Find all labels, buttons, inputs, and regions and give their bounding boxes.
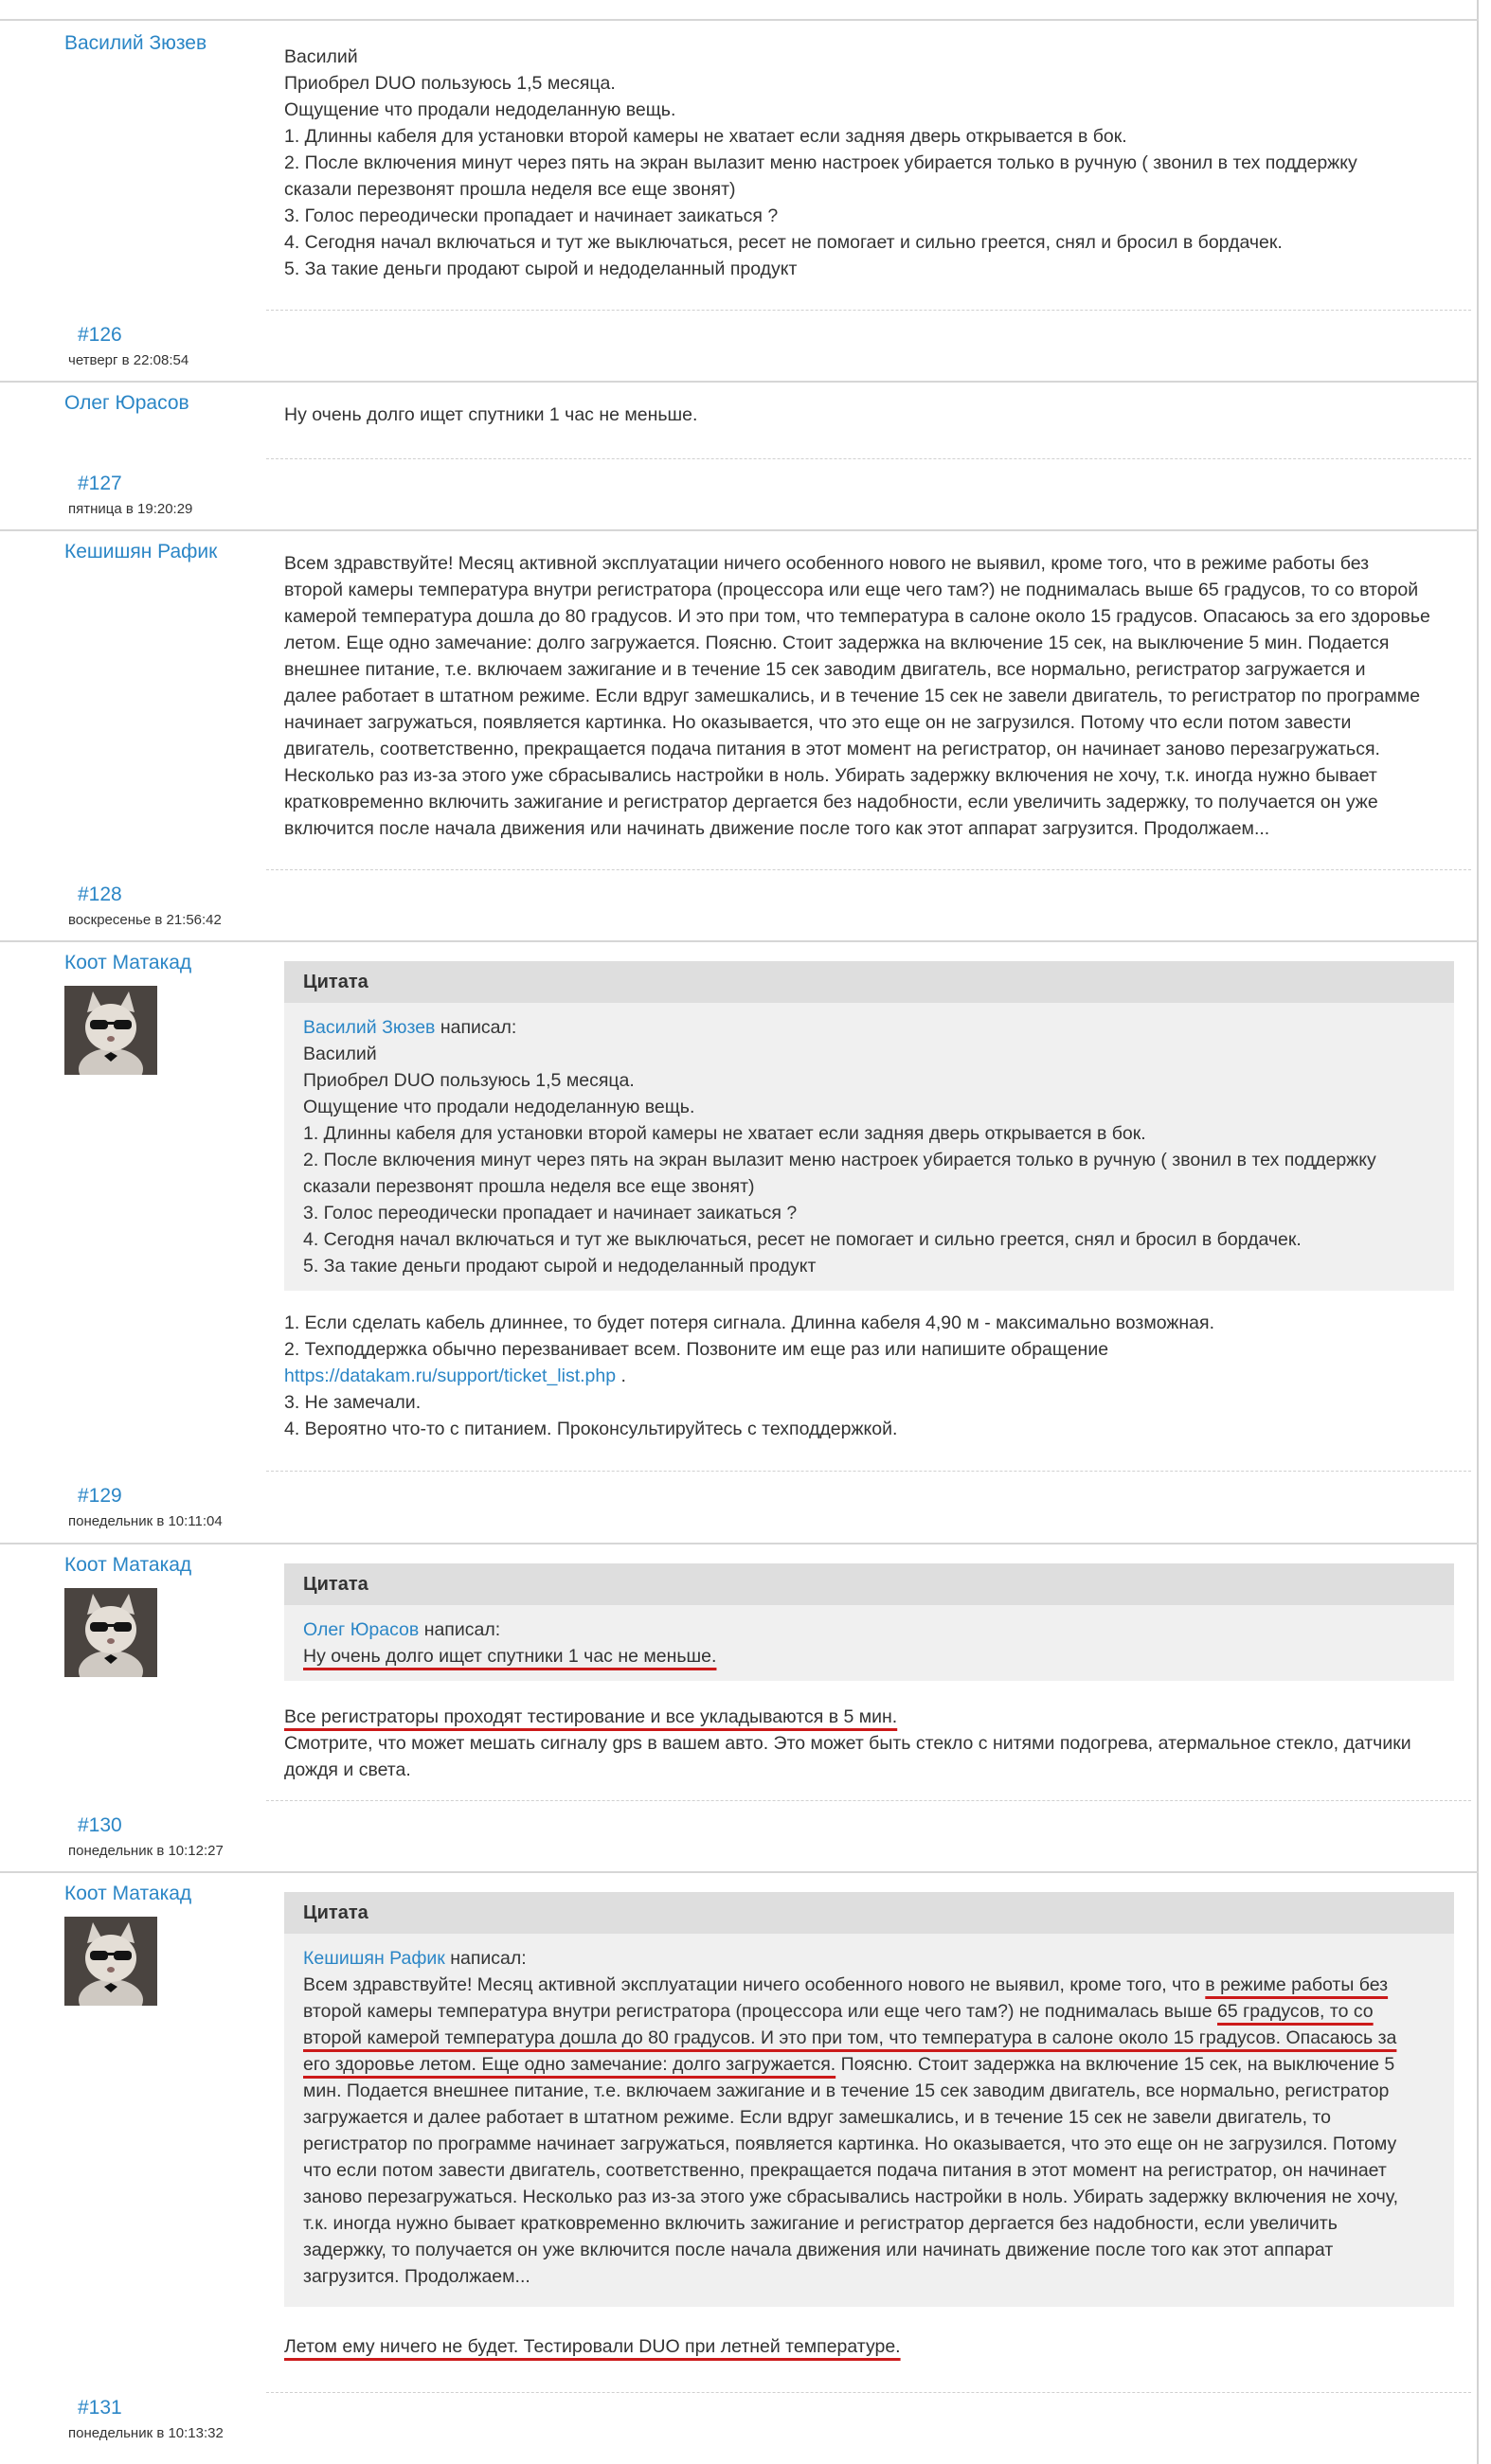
post-line: Несколько раз из-за этого уже сбрасывались настройки в ноль. Убирать задержку включения не хочу, т.к. иногда нужно бывает — [284, 765, 1377, 786]
post-130 — [0, 1543, 1479, 1871]
post-date: понедельник в 10:13:32 — [68, 2425, 224, 2441]
post-divider — [266, 310, 1471, 311]
quote-text-underlined: 65 градусов, то со — [1217, 2001, 1374, 2022]
quote-line — [303, 2051, 1435, 2078]
post-line: 4. Сегодня начал включаться и тут же выключаться, ресет не помогает и сильно греется, снял и бросил в бордачек. — [284, 232, 1283, 253]
post-line: включится после начала движения или начинать движение после того как этот аппарат загрузится. Продолжаем... — [284, 818, 1270, 839]
quote-line: сказали перезвонят прошла неделя все еще звонят) — [303, 1176, 755, 1197]
quote-line — [303, 1998, 1435, 2025]
quote-author-link[interactable]: Кешишян Рафик — [303, 1948, 445, 1969]
quote-wrote: написал: — [423, 1619, 501, 1640]
quote-line: 2. После включения минут через пять на экран вылазит меню настроек убирается только в ручную ( звонил в тех поддержку — [303, 1150, 1376, 1170]
post-author[interactable]: Коот Матакад — [64, 1554, 192, 1576]
quote-line: 4. Сегодня начал включаться и тут же выключаться, ресет не помогает и сильно греется, снял и бросил в бордачек. — [303, 1229, 1302, 1250]
post-line: начинает загружаться, появляется картинка. Но оказывается, что это еще он не загрузился. Потому что если потом завести — [284, 712, 1352, 733]
post-line: камерой температура дошла до 80 градусов. И это при том, что температура в салоне около 15 градусов. Опасаюсь за его здоровье — [284, 606, 1430, 627]
reply-line: Смотрите, что может мешать сигналу gps в вашем авто. Это может быть стекло с нитями подогрева, атермальное стекло, датчики — [284, 1733, 1411, 1754]
post-129 — [0, 940, 1479, 1543]
post-body — [284, 1892, 1454, 2360]
reply-line: дождя и света. — [284, 1759, 411, 1780]
post-body — [284, 961, 1454, 1442]
post-line: Всем здравствуйте! Месяц активной эксплуатации ничего особенного нового не выявил, кроме того, что в режиме работы без — [284, 553, 1370, 574]
quote-line: 1. Длинны кабеля для установки второй камеры не хватает если задняя дверь открывается в бок. — [303, 1123, 1146, 1144]
quote-line: регистратор по программе начинает загружаться, появляется картинка. Но оказывается, что это еще он не загрузился. Потому — [303, 2134, 1397, 2154]
quote-line: что если потом завести двигатель, соответственно, прекращается подача питания в этот момент на регистратор, он начинает — [303, 2160, 1387, 2181]
quote-block — [284, 1563, 1454, 1681]
post-date: четверг в 22:08:54 — [68, 352, 189, 368]
reply-line: 3. Не замечали. — [284, 1392, 422, 1413]
reply-line-link — [284, 1363, 1454, 1389]
post-126 — [0, 19, 1479, 381]
quote-text: Всем здравствуйте! Месяц активной эксплуатации ничего особенного нового не выявил, кроме того, что — [303, 1974, 1206, 1995]
quote-body — [284, 1003, 1454, 1293]
post-author[interactable]: Кешишян Рафик — [64, 541, 218, 562]
post-line: внешнее питание, т.е. включаем зажигание и в течение 15 сек заводим двигатель, все нормально, регистратор загружается и — [284, 659, 1366, 680]
avatar[interactable] — [64, 1588, 157, 1677]
quote-author-link[interactable]: Олег Юрасов — [303, 1619, 420, 1640]
quote-line: Василий — [303, 1044, 377, 1064]
post-number-link[interactable]: #131 — [78, 2397, 122, 2419]
post-line: двигатель, соответственно, прекращается подача питания в этот момент на регистратор, он начинает заново перезагружаться. — [284, 739, 1380, 759]
post-line: 2. После включения минут через пять на экран вылазит меню настроек убирается только в ручную ( звонил в тех поддержку — [284, 152, 1357, 173]
quote-line: мин. Подается внешнее питание, т.е. включаем зажигание и в течение 15 сек заводим двигатель, все нормально, регистратор — [303, 2080, 1390, 2101]
quote-block — [284, 961, 1454, 1291]
quote-line: загрузится. Продолжаем... — [303, 2266, 530, 2287]
reply-line: 4. Вероятно что-то с питанием. Проконсультируйтесь с техподдержкой. — [284, 1419, 898, 1439]
post-line: летом. Еще одно замечание: долго загружается. Поясню. Стоит задержка на включение 15 сек, на выключение 5 мин. Подается — [284, 633, 1390, 653]
post-131 — [0, 1871, 1479, 2464]
quote-body — [284, 1605, 1454, 1683]
post-author[interactable]: Коот Матакад — [64, 952, 192, 973]
quote-wrote: написал: — [450, 1948, 527, 1969]
post-128 — [0, 529, 1479, 940]
post-line: Ощущение что продали недоделанную вещь. — [284, 99, 676, 120]
post-line: кратковременно включить зажигание и регистратор дергается без надобности, если увеличить задержку, то получается он уже — [284, 792, 1378, 812]
cat-avatar-icon — [64, 986, 157, 1075]
post-author[interactable]: Олег Юрасов — [64, 392, 189, 414]
post-divider — [266, 458, 1471, 459]
support-ticket-link[interactable]: https://datakam.ru/support/ticket_list.php — [284, 1366, 617, 1386]
avatar[interactable] — [64, 986, 157, 1075]
post-line: Приобрел DUO пользуюсь 1,5 месяца. — [284, 73, 616, 94]
quote-attribution — [303, 1945, 1435, 1972]
post-number-link[interactable]: #128 — [78, 884, 122, 905]
quote-line: загружается и далее работает в штатном режиме. Если вдруг замешкались, и в течение 15 сек не завели двигатель, то — [303, 2107, 1331, 2128]
quote-text: второй камеры температура внутри регистратора (процессора или еще чего там?) не поднималась выше — [303, 2001, 1218, 2022]
quote-attribution — [303, 1014, 1435, 1041]
avatar[interactable] — [64, 1917, 157, 2006]
quote-line: задержку, то получается он уже включится после начала движения или начинать движение после того как этот аппарат — [303, 2240, 1334, 2260]
quote-title: Цитата — [284, 1892, 1454, 1934]
post-date: пятница в 19:20:29 — [68, 501, 193, 517]
cat-avatar-icon — [64, 1588, 157, 1677]
quote-line: 3. Голос переодически пропадает и начинает заикаться ? — [303, 1203, 798, 1223]
quote-line — [303, 2025, 1435, 2051]
quote-line — [303, 1972, 1435, 1998]
post-divider — [266, 2392, 1471, 2393]
quote-line-wrap — [303, 1643, 1435, 1669]
post-body — [284, 550, 1454, 842]
quote-title: Цитата — [284, 961, 1454, 1003]
reply-line-underlined: Все регистраторы проходят тестирование и все укладываются в 5 мин. — [284, 1706, 898, 1727]
reply-line-wrap — [284, 2333, 1454, 2360]
quote-text-underlined: его здоровье летом. Еще одно замечание: долго загружается. — [303, 2054, 836, 2075]
post-body — [284, 1563, 1454, 1783]
post-line: Ну очень долго ищет спутники 1 час не меньше. — [284, 404, 698, 425]
post-line: 1. Длинны кабеля для установки второй камеры не хватает если задняя дверь открывается в бок. — [284, 126, 1127, 147]
post-127 — [0, 381, 1479, 529]
post-line: сказали перезвонят прошла неделя все еще звонят) — [284, 179, 736, 200]
quote-wrote: написал: — [440, 1017, 517, 1038]
post-date: понедельник в 10:11:04 — [68, 1513, 223, 1529]
post-number-link[interactable]: #129 — [78, 1485, 122, 1507]
post-line: Василий — [284, 46, 358, 67]
reply-line: 2. Техподдержка обычно перезванивает всем. Позвоните им еще раз или напишите обращение — [284, 1339, 1109, 1360]
cat-avatar-icon — [64, 1917, 157, 2006]
post-body — [284, 402, 1454, 428]
post-date: понедельник в 10:12:27 — [68, 1843, 224, 1859]
post-author[interactable]: Василий Зюзев — [64, 32, 207, 54]
quote-text-underlined: второй камерой температура дошла до 80 градусов. И это при том, что температура в салоне около 15 градусов. Опасаюсь за — [303, 2027, 1397, 2048]
post-number-link[interactable]: #130 — [78, 1814, 122, 1836]
quote-line-underlined: Ну очень долго ищет спутники 1 час не меньше. — [303, 1646, 717, 1667]
quote-attribution — [303, 1616, 1435, 1643]
post-date: воскресенье в 21:56:42 — [68, 912, 222, 928]
reply-text: . — [616, 1366, 626, 1386]
quote-line: 5. За такие деньги продают сырой и недоделанный продукт — [303, 1256, 817, 1277]
reply-line-underlined: Летом ему ничего не будет. Тестировали DUO при летней температуре. — [284, 2336, 901, 2357]
post-divider — [266, 1471, 1471, 1472]
post-number-link[interactable]: #127 — [78, 473, 122, 494]
post-author[interactable]: Коот Матакад — [64, 1883, 192, 1904]
post-body — [284, 44, 1454, 282]
quote-line: т.к. иногда нужно бывает кратковременно включить зажигание и регистратор дергается без надобности, если увеличить — [303, 2213, 1338, 2234]
quote-line: Ощущение что продали недоделанную вещь. — [303, 1097, 695, 1117]
post-divider — [266, 1800, 1471, 1801]
quote-block — [284, 1892, 1454, 2307]
post-divider — [266, 869, 1471, 870]
quote-line: Приобрел DUO пользуюсь 1,5 месяца. — [303, 1070, 635, 1091]
post-number-link[interactable]: #126 — [78, 324, 122, 346]
quote-line: заново перезагружаться. Несколько раз из-за этого уже сбрасывались настройки в ноль. Убирать задержку включения не хочу, — [303, 2187, 1399, 2207]
post-line: 5. За такие деньги продают сырой и недоделанный продукт — [284, 259, 798, 279]
post-line: 3. Голос переодически пропадает и начинает заикаться ? — [284, 205, 779, 226]
quote-text: Поясню. Стоит задержка на включение 15 сек, на выключение 5 — [835, 2054, 1395, 2075]
quote-title: Цитата — [284, 1563, 1454, 1605]
reply-line-wrap — [284, 1704, 1454, 1730]
post-line: второй камеры температура внутри регистратора (процессора или еще чего там?) не поднималась выше 65 градусов, то со второй — [284, 580, 1419, 600]
reply-line: 1. Если сделать кабель длиннее, то будет потеря сигнала. Длинна кабеля 4,90 м - максимально возможная. — [284, 1312, 1214, 1333]
quote-body — [284, 1934, 1454, 2303]
quote-author-link[interactable]: Василий Зюзев — [303, 1017, 436, 1038]
quote-text-underlined: в режиме работы без — [1205, 1974, 1389, 1995]
post-line: далее работает в штатном режиме. Если вдруг замешкались, и в течение 15 сек не завели двигатель, то регистратор по программе — [284, 686, 1421, 706]
